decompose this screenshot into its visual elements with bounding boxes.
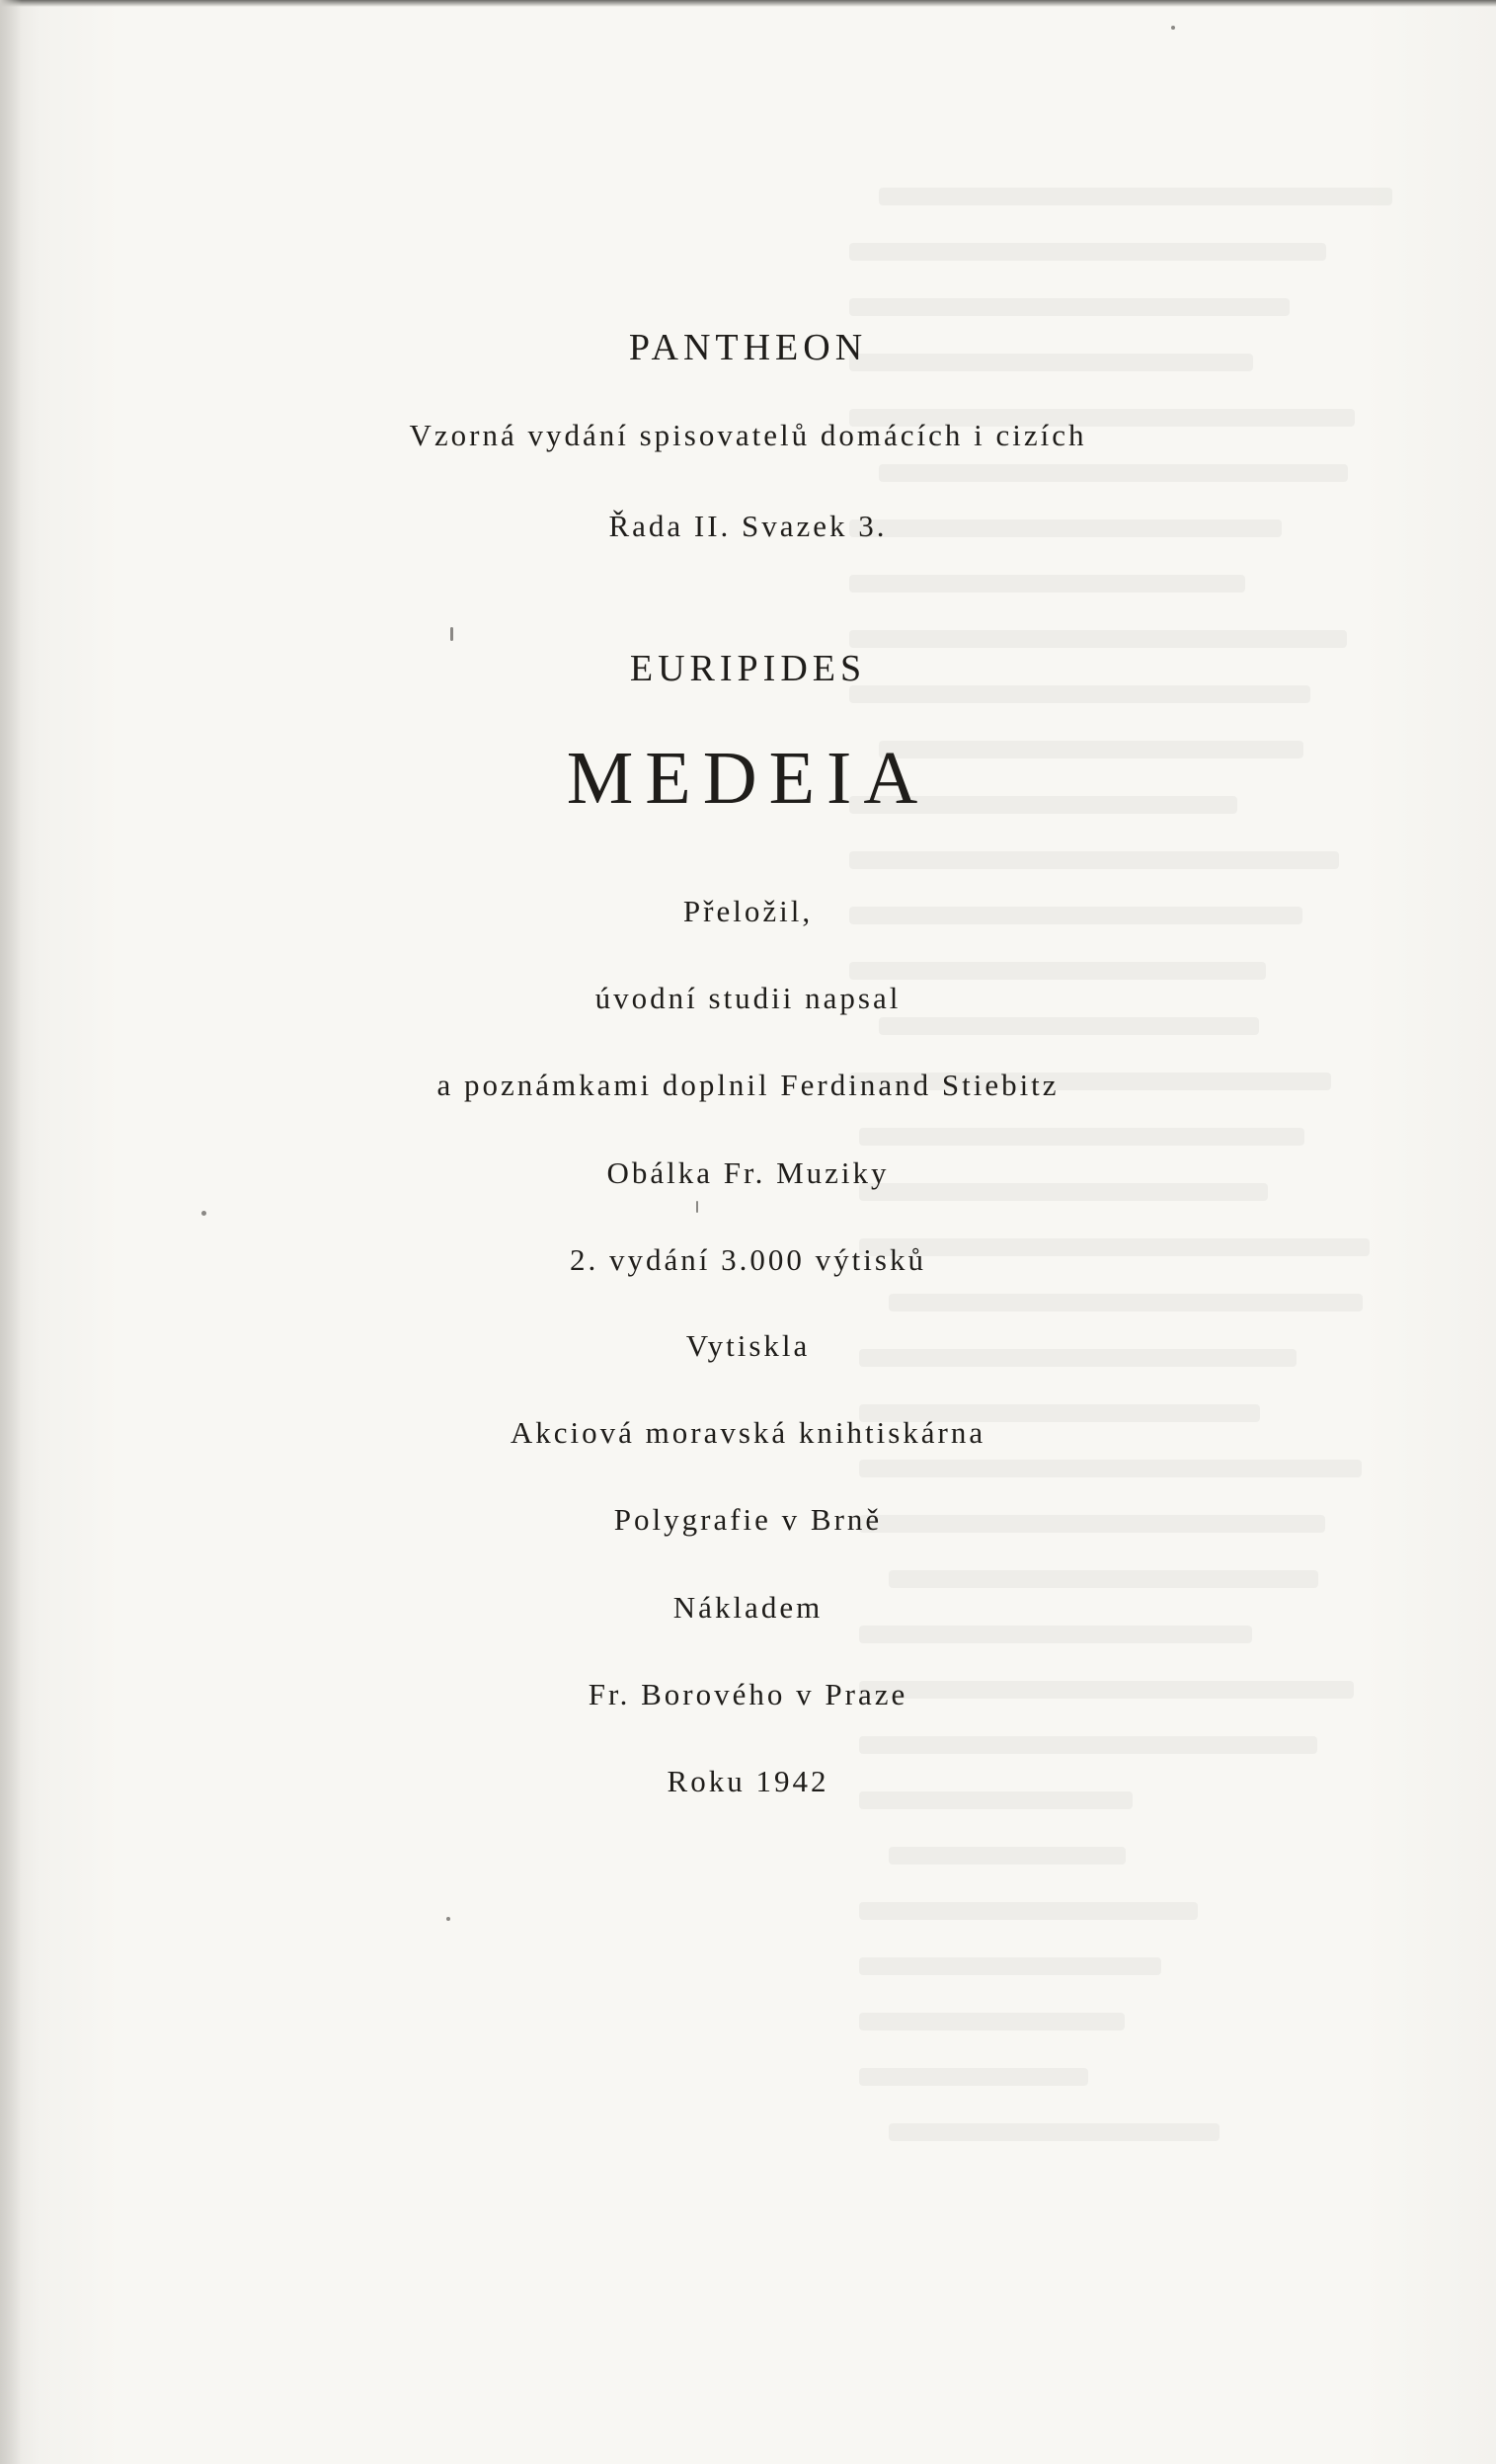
page-gutter-shadow xyxy=(0,0,22,2464)
show-through-line xyxy=(889,1570,1318,1588)
show-through-line xyxy=(889,2123,1220,2141)
colophon-line: Roku 1942 xyxy=(667,1764,829,1798)
book-title: MEDEIA xyxy=(566,737,930,820)
show-through-line xyxy=(889,1294,1363,1311)
colophon-line: Fr. Borového v Praze xyxy=(588,1677,908,1711)
show-through-line xyxy=(849,298,1290,316)
show-through-text xyxy=(849,188,1481,2212)
author-name: EURIPIDES xyxy=(629,648,867,689)
colophon-line: Obálka Fr. Muziky xyxy=(606,1155,890,1190)
show-through-line xyxy=(879,1017,1259,1035)
colophon-line: Nákladem xyxy=(672,1590,824,1625)
show-through-line xyxy=(849,575,1245,593)
show-through-line xyxy=(849,243,1326,261)
series-subtitle: Vzorná vydání spisovatelů domácích i cizích xyxy=(409,418,1087,452)
show-through-line xyxy=(859,1626,1252,1643)
show-through-line xyxy=(879,188,1392,205)
colophon-line: a poznámkami doplnil Ferdinand Stiebitz xyxy=(436,1068,1060,1102)
paper-speck xyxy=(450,627,453,641)
show-through-line xyxy=(879,464,1348,482)
show-through-line xyxy=(849,851,1339,869)
colophon-line: Vytiskla xyxy=(685,1328,811,1363)
colophon-line: úvodní studii napsal xyxy=(594,981,902,1015)
page-top-edge xyxy=(0,0,1496,7)
colophon-line: 2. vydání 3.000 výtisků xyxy=(570,1242,926,1277)
show-through-line xyxy=(859,1736,1317,1754)
volume-info: Řada II. Svazek 3. xyxy=(608,509,888,543)
show-through-line xyxy=(859,2013,1125,2030)
paper-speck xyxy=(201,1211,206,1216)
show-through-line xyxy=(889,1847,1126,1865)
colophon-line: Polygrafie v Brně xyxy=(613,1502,883,1537)
show-through-line xyxy=(859,1460,1362,1477)
paper-speck xyxy=(696,1201,698,1213)
show-through-line xyxy=(849,630,1347,648)
paper-speck xyxy=(1171,26,1175,30)
series-name: PANTHEON xyxy=(628,327,868,368)
colophon-line: Akciová moravská knihtiskárna xyxy=(510,1415,986,1450)
show-through-line xyxy=(859,1957,1161,1975)
show-through-line xyxy=(849,962,1266,980)
show-through-line xyxy=(859,1902,1198,1920)
paper-speck xyxy=(446,1917,450,1921)
colophon-line: Přeložil, xyxy=(682,894,814,928)
show-through-line xyxy=(859,1128,1304,1146)
show-through-line xyxy=(859,2068,1088,2086)
